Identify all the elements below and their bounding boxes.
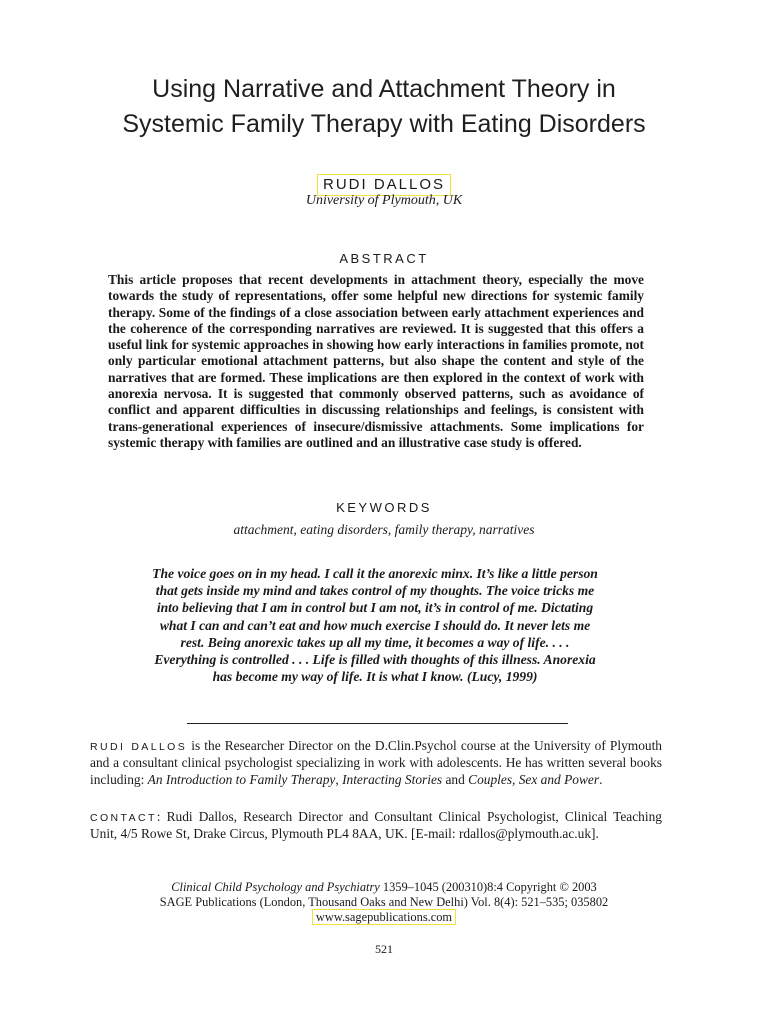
title-line-2: Systemic Family Therapy with Eating Disorders <box>122 110 646 138</box>
publisher-website-link[interactable]: www.sagepublications.com <box>312 909 456 925</box>
journal-footer <box>0 880 768 925</box>
article-title <box>60 72 708 142</box>
publisher-line: SAGE Publications (London, Thousand Oaks and New Delhi) Vol. 8(4): 521–535; 035802 <box>159 894 609 909</box>
book-title: An Introduction to Family Therapy <box>147 771 336 787</box>
author-affiliation: University of Plymouth, UK <box>305 193 463 208</box>
contact-text: : Rudi Dallos, Research Director and Consultant Clinical Psychologist, Clinical Teaching Unit, 4/5 Rowe St, Drake Circus, Plymouth PL4 8AA, UK. [E-mail: rdallos@plymouth.ac.uk]. <box>90 809 662 842</box>
separator: and <box>442 771 469 787</box>
author-bio-name: RUDI DALLOS <box>90 741 188 753</box>
book-title: Couples, Sex and Power <box>468 771 600 787</box>
journal-issn: 1359–1045 (200310)8:4 Copyright © 2003 <box>379 880 597 894</box>
author-name[interactable]: RUDI DALLOS <box>317 174 451 196</box>
journal-name: Clinical Child Psychology and Psychiatry <box>171 880 380 894</box>
abstract-heading: ABSTRACT <box>339 251 429 266</box>
epigraph-line: has become my way of life. It is what I know. (Lucy, 1999) <box>212 669 538 685</box>
epigraph-line: rest. Being anorexic takes up all my time, it becomes a way of life. . . . <box>180 634 570 650</box>
period: . <box>599 771 603 787</box>
epigraph-quote <box>100 565 650 685</box>
epigraph-line: Everything is controlled . . . Life is filled with thoughts of this illness. Anorexia <box>154 652 596 668</box>
epigraph-line: The voice goes on in my head. I call it the anorexic minx. It’s like a little person <box>152 566 598 581</box>
contact-note <box>90 809 662 843</box>
separator: , <box>335 771 343 787</box>
keywords-heading: KEYWORDS <box>336 500 432 515</box>
keywords-text: attachment, eating disorders, family therapy, narratives <box>233 522 535 537</box>
author-bio-note <box>90 738 662 788</box>
page-number: 521 <box>375 942 393 956</box>
epigraph-line: that gets inside my mind and takes control of my thoughts. The voice tricks me <box>155 583 595 599</box>
book-title: Interacting Stories <box>342 771 443 787</box>
footnote-divider <box>187 723 568 724</box>
abstract-text: This article proposes that recent developments in attachment theory, especially the move towards the study of representations, offer some helpful new directions for systemic family therapy. Some of the findings of a close association between early attachment experiences and the coherence of the corresponding narratives are reviewed. It is suggested that this offers a useful link for systemic approaches in showing how early interactions in families promote, not only particular emotional attachment patterns, but also shape the content and style of the narratives that are formed. These implications are then explored in the context of work with anorexia nervosa. It is suggested that commonly observed patterns, such as avoidance of conflict and apparent difficulties in discussing relationships and feelings, is consistent with trans-generational experiences of insecure/dismissive attachments. Some implications for systemic therapy with families are outlined and an illustrative case study is offered. <box>108 272 644 450</box>
epigraph-line: into believing that I am in control but I am not, it’s in control of me. Dictating <box>156 600 594 616</box>
author-bio-text: is the Researcher Director on the D.Clin.Psychol course at the University of Plymouth and a consultant clinical psychologist specializing in work with adolescents. He has written several books including: <box>90 738 663 787</box>
contact-label: CONTACT <box>90 812 157 824</box>
title-line-1: Using Narrative and Attachment Theory in <box>152 75 616 103</box>
epigraph-line: what I can and can’t eat and how much exercise I should do. It never lets me <box>159 617 591 633</box>
